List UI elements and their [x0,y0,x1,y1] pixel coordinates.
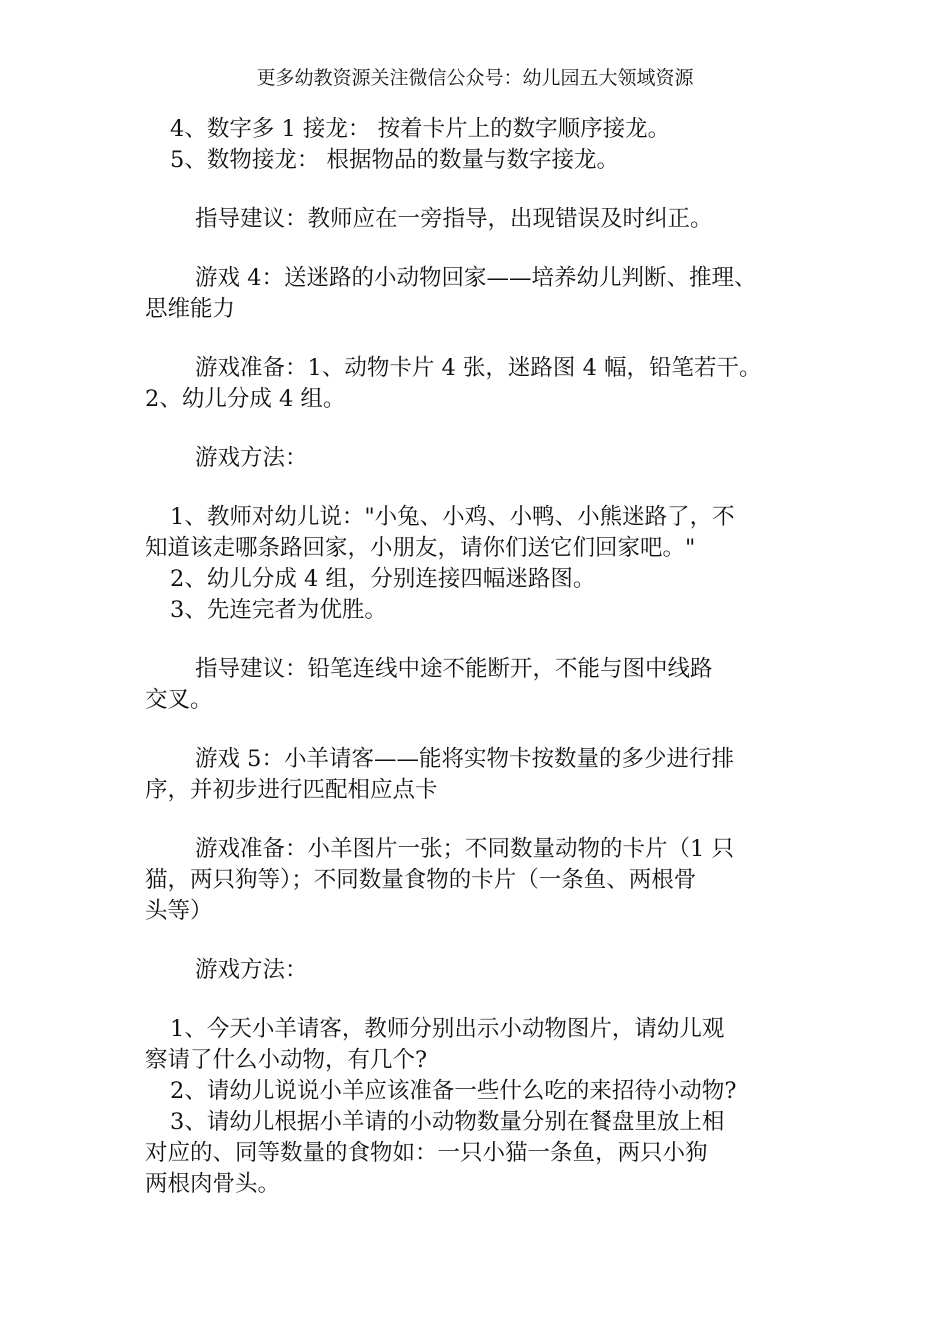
game-preparation-continued: 猫，两只狗等）；不同数量食物的卡片（一条鱼、两根骨 [145,867,697,893]
guidance-paragraph-continued: 交叉。 [145,687,213,713]
method-heading: 游戏方法： [195,957,308,983]
document-body [145,114,825,1200]
game-preparation: 游戏准备：1、动物卡片 4 张，迷路图 4 幅，铅笔若干。 [195,355,762,381]
game-title: 游戏 4：送迷路的小动物回家——培养幼儿判断、推理、 [195,265,757,291]
game-preparation: 游戏准备：小羊图片一张；不同数量动物的卡片（1 只 [195,836,734,862]
list-item-continued: 两根肉骨头。 [145,1171,281,1197]
game-title-continued: 序，并初步进行匹配相应点卡 [145,777,438,803]
game-title-continued: 思维能力 [145,296,236,322]
list-item: 2、请幼儿说说小羊应该准备一些什么吃的来招待小动物? [170,1078,737,1104]
list-item-continued: 知道该走哪条路回家，小朋友，请你们送它们回家吧。" [145,535,696,561]
game-title: 游戏 5：小羊请客——能将实物卡按数量的多少进行排 [195,746,734,772]
method-heading: 游戏方法： [195,445,308,471]
list-item: 3、请幼儿根据小羊请的小动物数量分别在餐盘里放上相 [170,1109,725,1135]
list-item: 3、先连完者为优胜。 [170,597,387,623]
list-item: 1、今天小羊请客，教师分别出示小动物图片，请幼儿观 [170,1016,725,1042]
page-header: 更多幼教资源关注微信公众号：幼儿园五大领域资源 [256,67,694,89]
list-item: 4、数字多 1 接龙： 按着卡片上的数字顺序接龙。 [170,116,671,142]
list-item: 1、教师对幼儿说："小兔、小鸡、小鸭、小熊迷路了，不 [170,504,735,530]
game-preparation-continued: 头等） [145,898,213,924]
list-item: 5、数物接龙： 根据物品的数量与数字接龙。 [170,147,619,173]
list-item-continued: 察请了什么小动物，有几个? [145,1047,428,1073]
list-item-continued: 对应的、同等数量的食物如：一只小猫一条鱼，两只小狗 [145,1140,708,1166]
guidance-paragraph: 指导建议：铅笔连线中途不能断开，不能与图中线路 [195,656,713,682]
guidance-paragraph: 指导建议：教师应在一旁指导，出现错误及时纠正。 [195,206,713,232]
list-item: 2、幼儿分成 4 组，分别连接四幅迷路图。 [170,566,596,592]
game-preparation-continued: 2、幼儿分成 4 组。 [145,386,346,412]
